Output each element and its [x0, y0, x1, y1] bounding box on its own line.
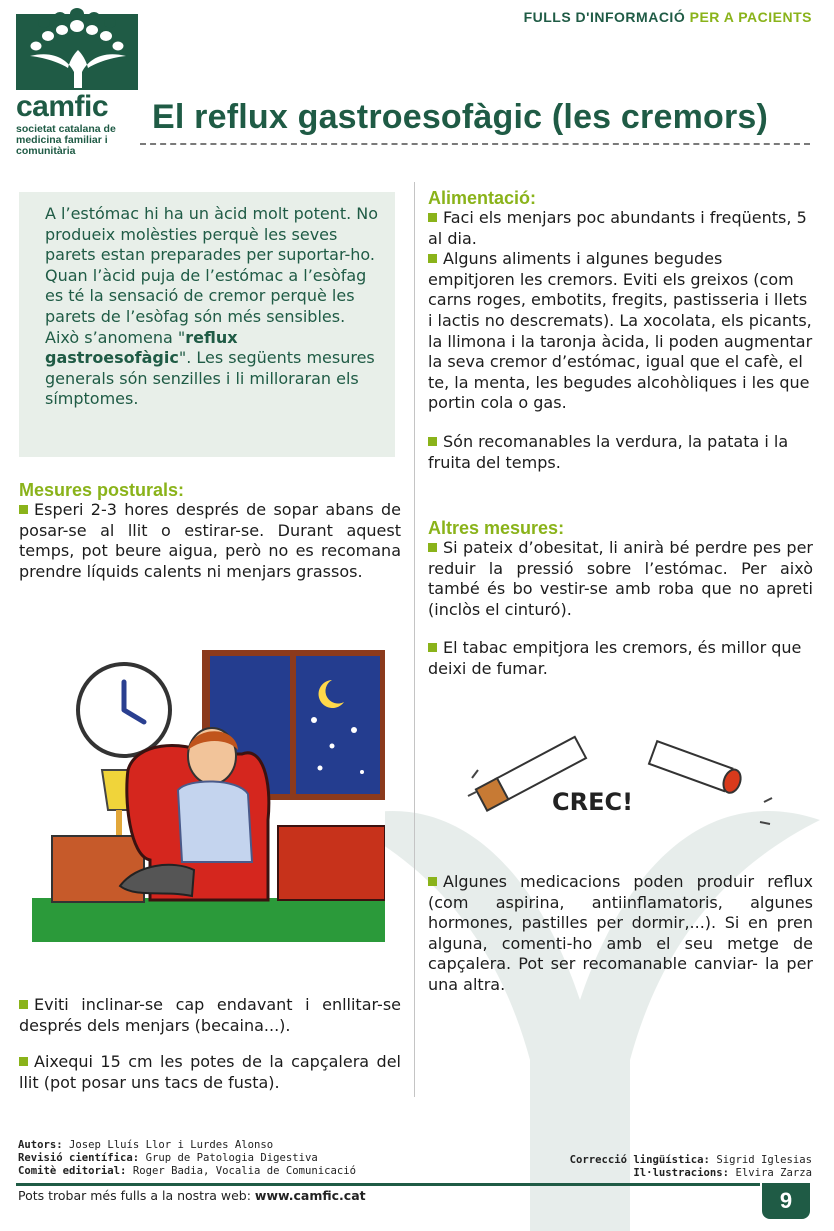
- armchair-illustration: [32, 650, 385, 942]
- section-altres: [428, 518, 813, 680]
- intro-box: [19, 192, 395, 457]
- bullet-icon: [428, 437, 437, 446]
- list-item: Algunes medicacions poden produir reflux (com aspirina, antiinflamatoris, algunes hormones, pastilles per dormir,...). Si en pren alguna, comenti-ho amb el seu metge de capçalera. Pot ser recomanable canviar- la per una altra.: [428, 872, 813, 994]
- bullet-icon: [428, 213, 437, 222]
- list-item: Si pateix d’obesitat, li anirà bé perdre pes per reduir la pressió sobre l’estómac. Per això també és bo vestir-se amb roba que no apreti (inclòs el cinturó).: [428, 538, 813, 619]
- section-title-altres: Altres mesures:: [428, 518, 565, 538]
- page-number: 9: [762, 1183, 810, 1219]
- web-reference: Pots trobar més fulls a la nostra web: www.camfic.cat: [18, 1188, 366, 1203]
- camfic-logo: [16, 8, 140, 157]
- credits-right: Correcció lingüística: Sigrid Iglesias Il·lustracions: Elvira Zarza: [569, 1154, 812, 1179]
- list-item: Eviti inclinar-se cap endavant i enllitar-se després dels menjars (becaina...).: [19, 995, 401, 1035]
- list-item: Esperi 2-3 hores després de sopar abans de posar-se al llit o estirar-se. Durant aquest temps, pot beure aigua, però no es recomana prendre líquids calents ni menjars grassos.: [19, 500, 401, 581]
- tree-logo-icon: [16, 8, 138, 90]
- list-item: Alguns aliments i algunes begudes empitjoren les cremors. Eviti els greixos (com carns roges, embotits, fregits, pastisseria i llets i lactis no descremats). La xocolata, els picants, la llimona i la taronja àcida, li poden augmentar la seva cremor d’estómac, igual que el cafè, el te, la menta, les begudes alcohòliques i les que portin cola o gas.: [428, 249, 813, 413]
- section-alimentacio: [428, 188, 813, 473]
- list-item: Faci els menjars poc abundants i freqüents, 5 al dia.: [428, 208, 807, 248]
- page-title: El reflux gastroesofàgic (les cremors): [152, 98, 769, 136]
- bullet-icon: [19, 1000, 28, 1009]
- section-title-alimentacio: Alimentació:: [428, 188, 537, 208]
- section-title-posturals: Mesures posturals:: [19, 480, 185, 500]
- bullet-icon: [19, 505, 28, 514]
- intro-text: A l’estómac hi ha un àcid molt potent. No produeix molèsties perquè les seves parets estan preparades per suportar-ho. Quan l’àcid puja de l’estómac a l’esòfag es té la sensació de cremor perquè les parets de l’esòfag són més sensibles. Això s’anomena "reflux gastroesofàgic". Les següents mesures generals són senzilles i li milloraran els símptomes.: [45, 204, 379, 409]
- crec-label: CREC!: [552, 788, 634, 816]
- web-link[interactable]: www.camfic.cat: [254, 1188, 366, 1203]
- bullet-icon: [428, 543, 437, 552]
- logo-subtitle: societat catalana de medicina familiar i comunitària: [16, 123, 116, 157]
- broken-cigarette-illustration: [460, 718, 780, 848]
- bullet-icon: [19, 1057, 28, 1066]
- list-item: Són recomanables la verdura, la patata i la fruita del temps.: [428, 431, 789, 472]
- bullet-icon: [428, 254, 437, 263]
- bullet-icon: [428, 877, 437, 886]
- column-divider: [414, 182, 415, 1097]
- list-item: El tabac empitjora les cremors, és millor que deixi de fumar.: [428, 638, 802, 678]
- bullet-icon: [428, 643, 437, 652]
- section-posturals: [19, 480, 401, 582]
- list-item: Aixequi 15 cm les potes de la capçalera del llit (pot posar uns tacs de fusta).: [19, 1052, 401, 1092]
- footer-divider: [16, 1183, 760, 1186]
- credits-left: Autors: Josep Lluís Llor i Lurdes Alonso Revisió científica: Grup de Patologia Digestiva Comitè editorial: Roger Badia, Vocalia de Comunicació: [18, 1139, 357, 1177]
- logo-wordmark: camfic: [16, 90, 109, 123]
- series-label: FULLS D'INFORMACIÓ PER A PACIENTS: [523, 9, 812, 25]
- section-posturals-more: [19, 995, 401, 1093]
- intro-highlight: reflux gastroesofàgic: [45, 327, 238, 368]
- section-altres-more: [428, 872, 813, 996]
- title-divider: [140, 143, 810, 145]
